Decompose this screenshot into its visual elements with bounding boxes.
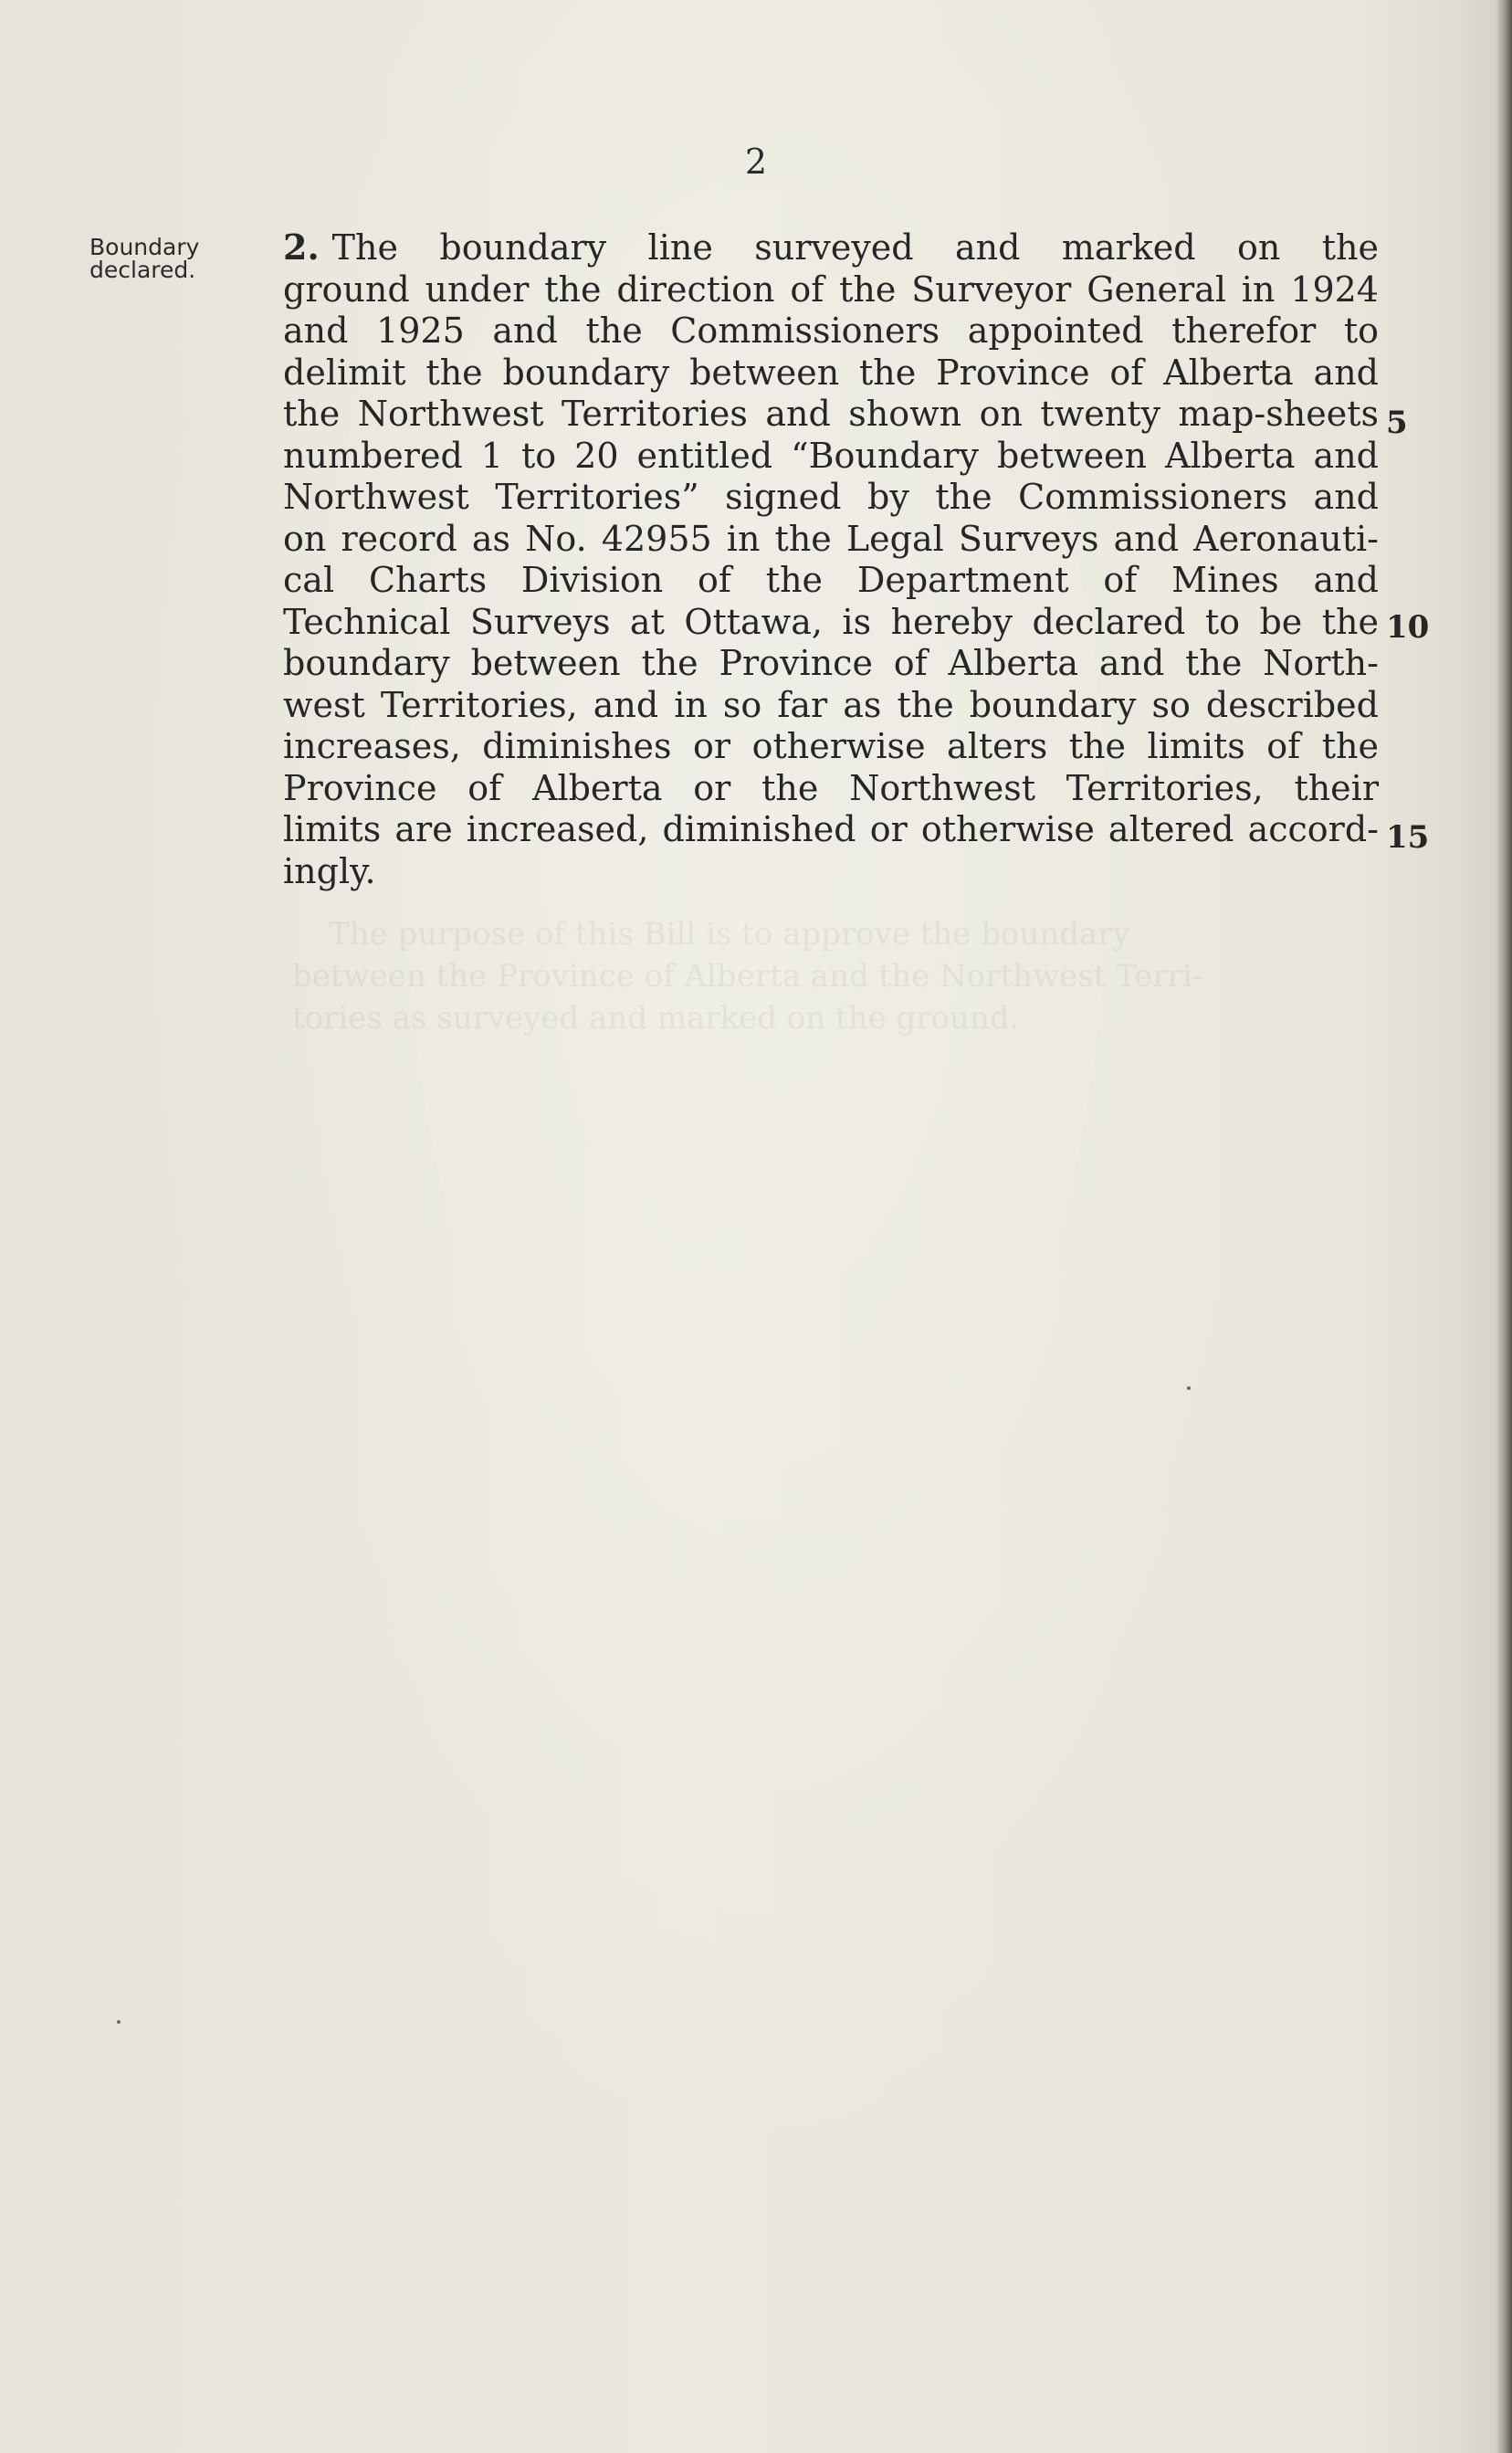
text-line-12: west Territories, and in so far as the boundary so described xyxy=(283,684,1379,725)
text-line-9: cal Charts Division of the Department of Mines and xyxy=(283,560,1379,600)
text-line-1-content: The boundary line surveyed and marked on the xyxy=(331,227,1379,268)
marginal-note-line-1: Boundary xyxy=(89,234,200,260)
paper-speck xyxy=(1187,1386,1191,1390)
text-line-8: on record as No. 42955 in the Legal Surveys and Aeronauti- xyxy=(283,518,1379,559)
text-line-13: increases, diminishes or otherwise alters the limits of the xyxy=(283,726,1379,766)
text-line-4: delimit the boundary between the Province of Alberta and xyxy=(283,352,1379,393)
text-line-10: Technical Surveys at Ottawa, is hereby declared to be the xyxy=(283,601,1379,642)
section-2-text xyxy=(283,226,1379,892)
text-line-1 xyxy=(283,226,1379,269)
text-line-14: Province of Alberta or the Northwest Territories, their xyxy=(283,767,1379,808)
text-line-2: ground under the direction of the Surveyor General in 1924 xyxy=(283,268,1379,310)
bleed-through-text: The purpose of this Bill is to approve the boundary between the Province of Alberta and the Northwest Terri- tories as surveyed and marked on the ground. xyxy=(292,916,1203,1037)
text-line-5: the Northwest Territories and shown on twenty map-sheets xyxy=(283,394,1379,434)
text-line-15: limits are increased, diminished or otherwise altered accord- xyxy=(283,809,1379,849)
line-number-15: 15 xyxy=(1386,819,1430,856)
marginal-note-line-2: declared. xyxy=(89,257,196,283)
line-number-10: 10 xyxy=(1386,609,1430,646)
section-number: 2. xyxy=(283,226,320,268)
text-line-16: ingly. xyxy=(283,850,376,891)
line-number-5: 5 xyxy=(1386,405,1408,441)
text-line-7: Northwest Territories” signed by the Commissioners and xyxy=(283,477,1379,517)
page-number: 2 xyxy=(744,142,768,182)
text-line-3: and 1925 and the Commissioners appointed therefor to xyxy=(283,311,1379,351)
marginal-note xyxy=(89,236,236,281)
text-line-11: boundary between the Province of Alberta and the North- xyxy=(283,643,1379,683)
paper-speck xyxy=(117,2020,121,2024)
text-line-6: numbered 1 to 20 entitled “Boundary between Alberta and xyxy=(283,435,1379,476)
page-edge-shadow xyxy=(1496,0,1512,2453)
